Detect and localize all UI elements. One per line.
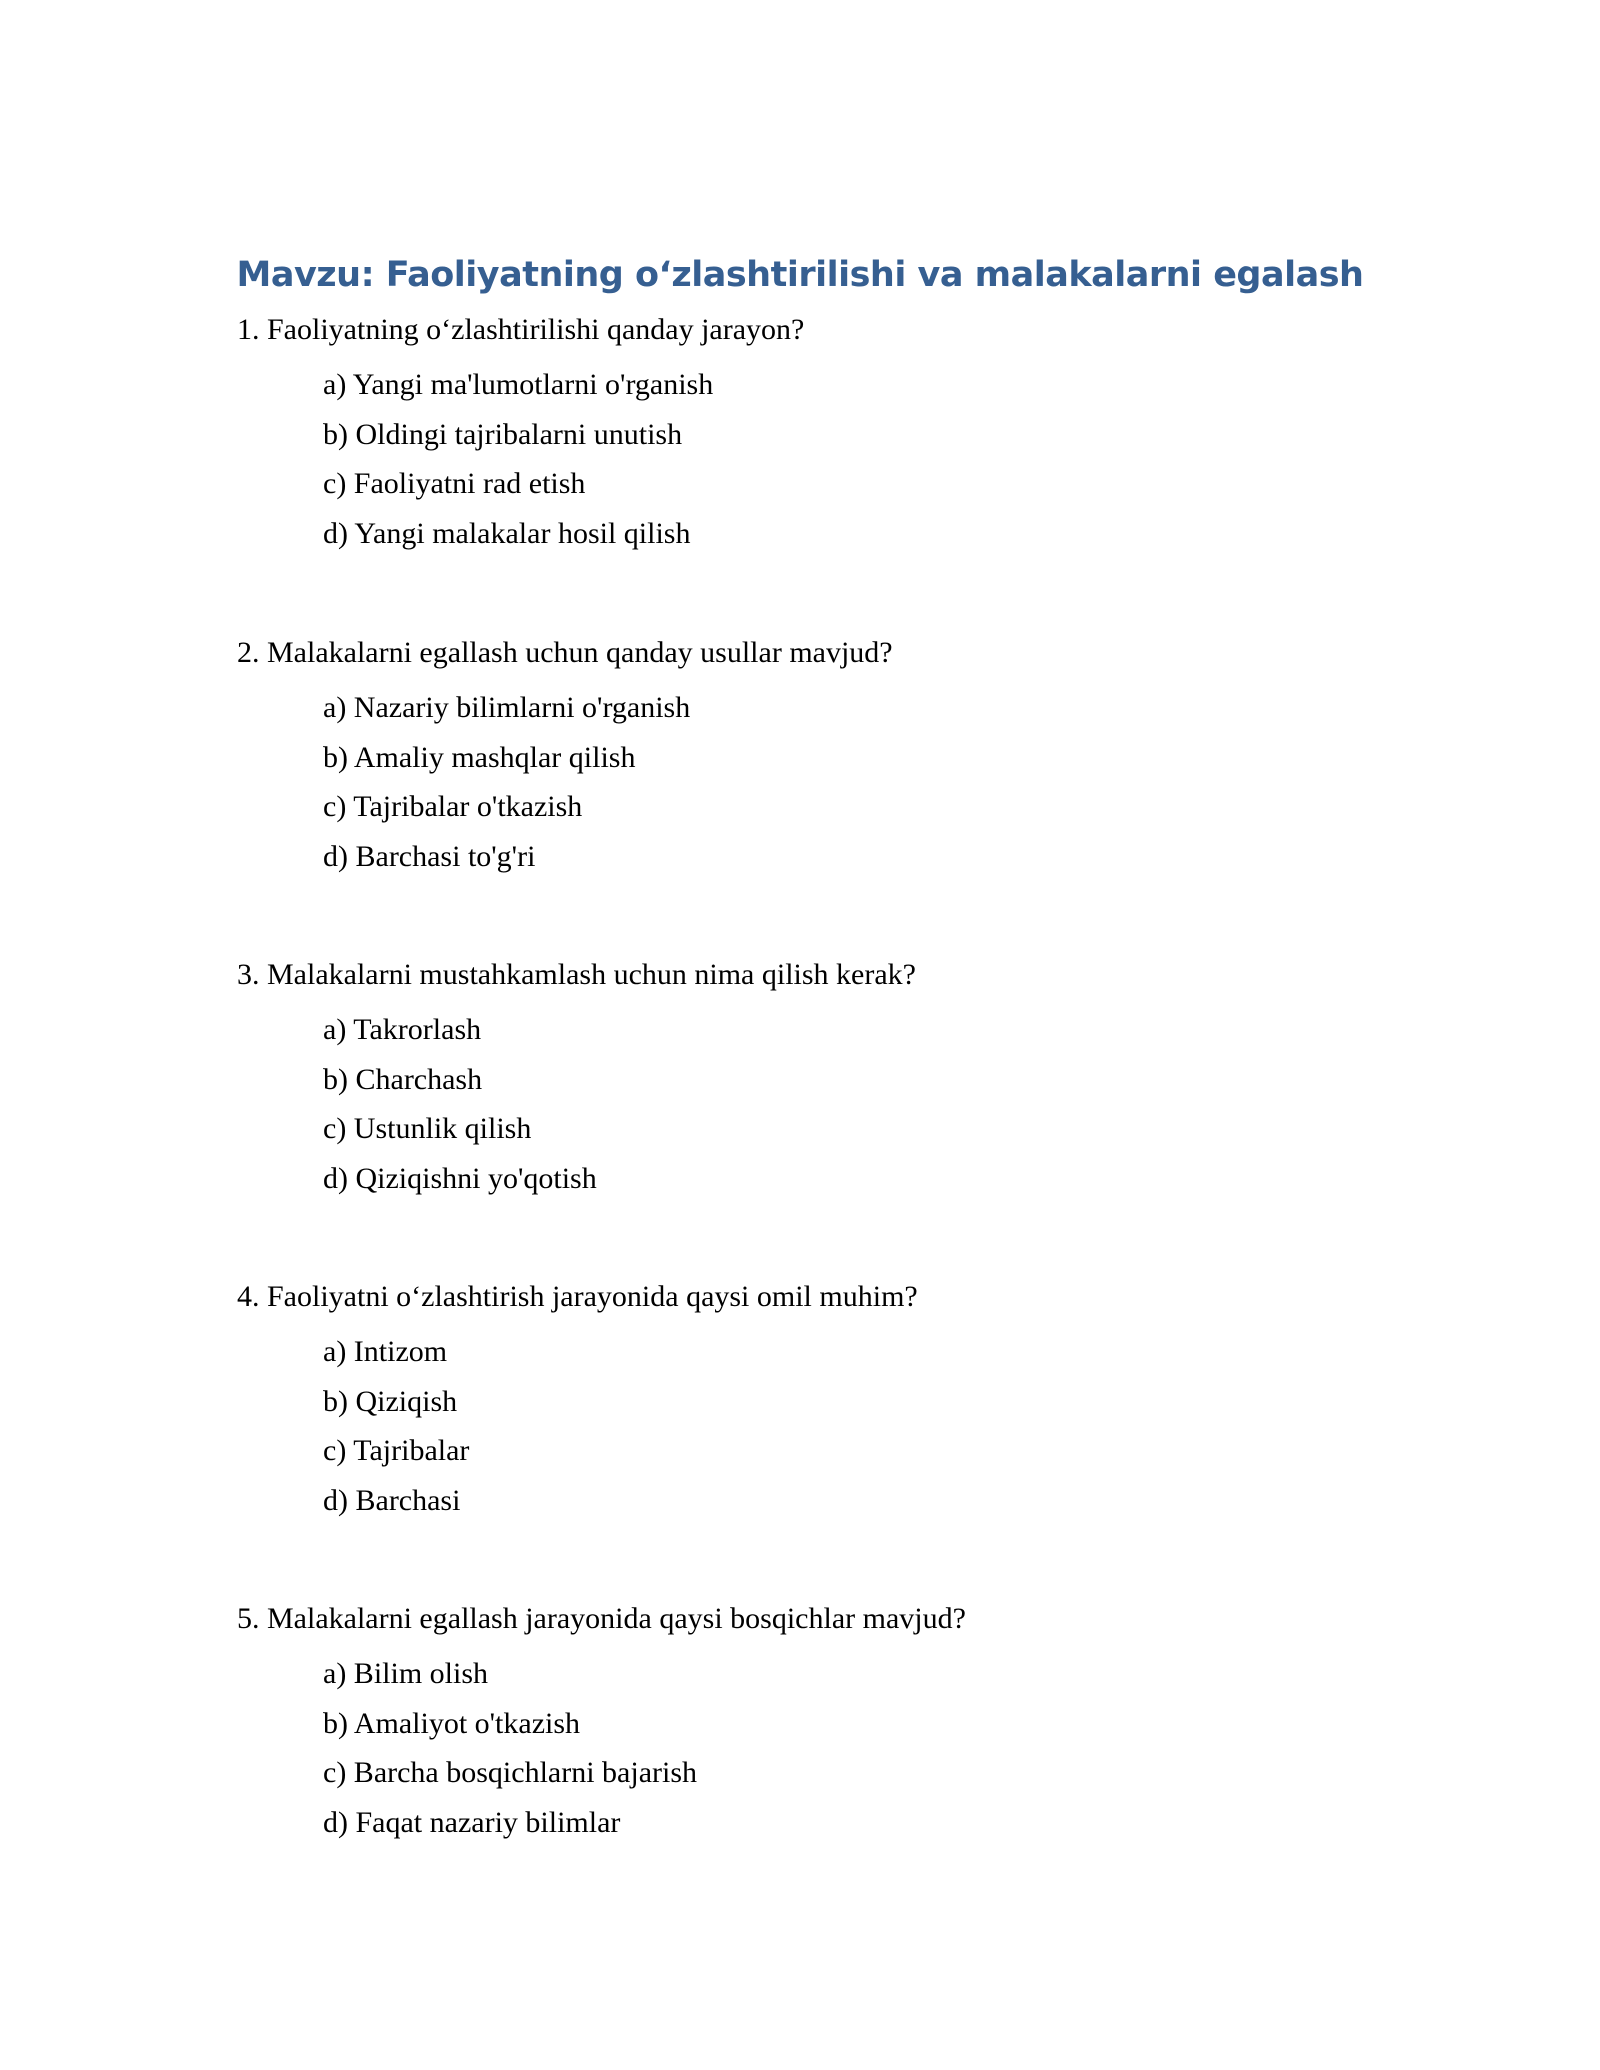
- options-list: [323, 1005, 1437, 1203]
- question-5: [237, 1598, 1437, 1847]
- option-b: b) Amaliyot o'tkazish: [323, 1706, 581, 1740]
- options-list: [323, 1327, 1437, 1525]
- option-a: a) Yangi ma'lumotlarni o'rganish: [323, 368, 714, 401]
- option-a: a) Bilim olish: [323, 1657, 488, 1690]
- option-d: d) Barchasi: [323, 1483, 461, 1517]
- question-3: [237, 954, 1437, 1203]
- options-list: [323, 1649, 1437, 1847]
- option-c: c) Faoliyatni rad etish: [323, 467, 586, 500]
- question-text: 3. Malakalarni mustahkamlash uchun nima qilish kerak?: [237, 958, 916, 991]
- question-text: 2. Malakalarni egallash uchun qanday usullar mavjud?: [237, 636, 893, 669]
- option-c: c) Tajribalar: [323, 1434, 470, 1467]
- option-b: b) Qiziqish: [323, 1384, 458, 1418]
- option-c: c) Tajribalar o'tkazish: [323, 790, 583, 823]
- option-d: d) Barchasi to'g'ri: [323, 839, 536, 873]
- options-list: [323, 360, 1437, 558]
- question-text: 1. Faoliyatning oʻzlashtirilishi qanday jarayon?: [237, 313, 805, 346]
- option-b: b) Charchash: [323, 1062, 483, 1096]
- question-text: 5. Malakalarni egallash jarayonida qaysi bosqichlar mavjud?: [237, 1602, 966, 1635]
- option-a: a) Nazariy bilimlarni o'rganish: [323, 691, 691, 724]
- option-d: d) Faqat nazariy bilimlar: [323, 1805, 621, 1839]
- question-4: [237, 1276, 1437, 1525]
- question-text: 4. Faoliyatni oʻzlashtirish jarayonida qaysi omil muhim?: [237, 1280, 918, 1313]
- document-title: Mavzu: Faoliyatning oʻzlashtirilishi va malakalarni egalash: [236, 255, 1364, 295]
- question-2: [237, 632, 1437, 881]
- option-a: a) Takrorlash: [323, 1013, 482, 1046]
- options-list: [323, 683, 1437, 881]
- question-1: [237, 309, 1437, 558]
- option-d: d) Qiziqishni yo'qotish: [323, 1161, 597, 1195]
- option-b: b) Oldingi tajribalarni unutish: [323, 417, 683, 451]
- option-d: d) Yangi malakalar hosil qilish: [323, 516, 691, 550]
- option-a: a) Intizom: [323, 1335, 448, 1368]
- option-c: c) Barcha bosqichlarni bajarish: [323, 1756, 698, 1789]
- option-c: c) Ustunlik qilish: [323, 1112, 532, 1145]
- option-b: b) Amaliy mashqlar qilish: [323, 740, 636, 774]
